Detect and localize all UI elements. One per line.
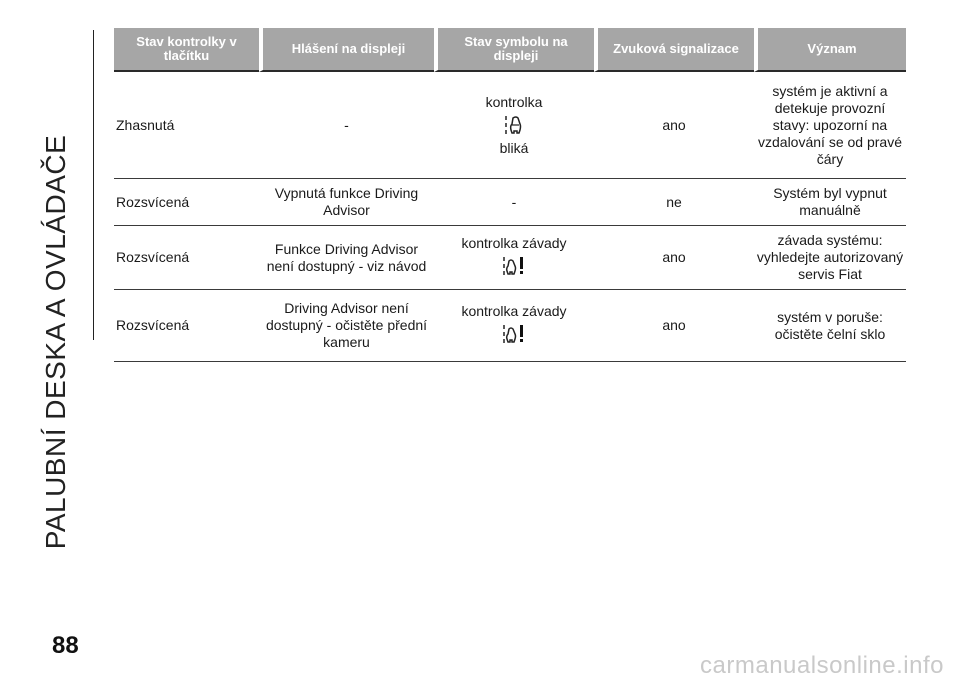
cell-meaning: systém v poruše: očistěte čelní sklo [754, 290, 906, 362]
section-title-text: PALUBNÍ DESKA A OVLÁDAČE [40, 134, 71, 550]
symbol-state-label: kontrolka závady [461, 302, 567, 319]
column-header-button-light-state: Stav kontrolky v tlačítku [114, 28, 259, 72]
cell-display-message: - [259, 72, 434, 179]
cell-meaning: Systém byl vypnut manuálně [754, 179, 906, 226]
cell-button-light-state: Rozsvícená [114, 179, 259, 226]
cell-symbol-state: - [434, 179, 594, 226]
lane-departure-fault-icon [436, 323, 592, 345]
cell-meaning: systém je aktivní a detekuje provozní stavy: upozorní na vzdalování se od pravé čáry [754, 72, 906, 179]
cell-symbol-state [434, 72, 594, 179]
column-header-display-message: Hlášení na displeji [259, 28, 434, 72]
cell-button-light-state: Rozsvícená [114, 226, 259, 290]
cell-meaning: závada systému: vyhledejte autorizovaný servis Fiat [754, 226, 906, 290]
symbol-state-label: kontrolka [485, 93, 543, 110]
cell-display-message: Vypnutá funkce Driving Advisor [259, 179, 434, 226]
cell-symbol-state [434, 226, 594, 290]
column-header-meaning: Význam [754, 28, 906, 72]
table-row [114, 290, 906, 362]
cell-button-light-state: Zhasnutá [114, 72, 259, 179]
watermark: carmanualsonline.info [700, 652, 944, 679]
symbol-state-note: bliká [499, 139, 529, 156]
symbol-state-label: kontrolka závady [461, 234, 567, 251]
cell-button-light-state: Rozsvícená [114, 290, 259, 362]
section-divider [93, 30, 94, 340]
column-header-symbol-state: Stav symbolu na displeji [434, 28, 594, 72]
lane-departure-fault-icon [436, 255, 592, 277]
page-number: 88 [52, 632, 79, 659]
cell-display-message: Funkce Driving Advisor není dostupný - viz návod [259, 226, 434, 290]
cell-acoustic-signal: ano [594, 72, 754, 179]
lane-departure-icon [436, 114, 592, 136]
warning-light-table [114, 28, 906, 362]
cell-symbol-state [434, 290, 594, 362]
table-row [114, 72, 906, 179]
cell-display-message: Driving Advisor není dostupný - očistěte přední kameru [259, 290, 434, 362]
table-row [114, 179, 906, 226]
table-row [114, 226, 906, 290]
column-header-acoustic-signal: Zvuková signalizace [594, 28, 754, 72]
table-header-row [114, 28, 906, 72]
cell-acoustic-signal: ano [594, 226, 754, 290]
cell-acoustic-signal: ne [594, 179, 754, 226]
cell-acoustic-signal: ano [594, 290, 754, 362]
